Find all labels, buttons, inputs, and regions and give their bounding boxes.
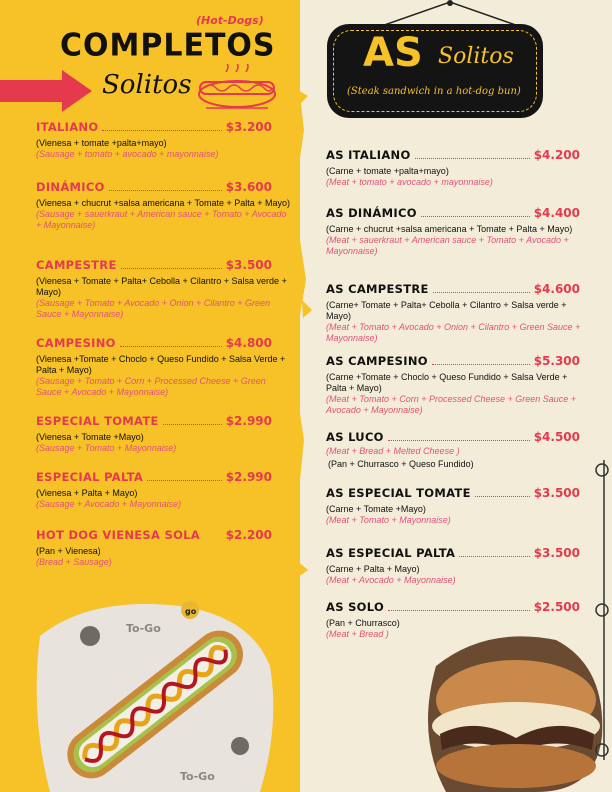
item-name: AS LUCO bbox=[326, 430, 384, 444]
item-description: (Carne+ Tomate + Palta+ Cebolla + Cilantro + Salsa verde + Mayo) bbox=[326, 300, 567, 321]
item-description: (Vienesa + chucrut +salsa americana + Tomate + Palta + Mayo) bbox=[36, 198, 291, 208]
dot-leader bbox=[163, 424, 222, 425]
item-price: $4.500 bbox=[533, 430, 580, 444]
menu-item bbox=[326, 430, 584, 470]
item-name: AS DINÁMICO bbox=[326, 206, 417, 220]
item-description: (Vienesa + tomate +palta+mayo) bbox=[36, 138, 167, 148]
item-description: (Vienesa + Tomate + Palta+ Cebolla + Cilantro + Salsa verde + Mayo) bbox=[36, 276, 287, 297]
item-translation: (Meat + Tomato + Mayonnaise) bbox=[326, 515, 451, 525]
hotdog-icon bbox=[196, 64, 278, 114]
menu-item bbox=[326, 486, 584, 526]
item-translation: (Meat + Avocado + Mayonnaise) bbox=[326, 575, 456, 585]
item-translation: (Sausage + sauerkraut + American sauce + Tomato + Avocado + Mayonnaise) bbox=[36, 209, 287, 230]
item-name: AS ESPECIAL PALTA bbox=[326, 546, 456, 560]
item-description: (Vienesa +Tomate + Choclo + Queso Fundido + Salsa Verde + Palta + Mayo) bbox=[36, 354, 286, 375]
item-translation: (Sausage + Tomato + Corn + Processed Cheese + Green Sauce + Avocado + Mayonnaise) bbox=[36, 376, 266, 397]
sandwich-photo bbox=[416, 626, 606, 792]
hotdog-photo bbox=[30, 596, 280, 792]
menu-item bbox=[36, 258, 292, 320]
dot-leader bbox=[102, 130, 221, 131]
item-description: (Carne + Palta + Mayo) bbox=[326, 564, 420, 574]
item-translation: (Sausage + tomato + avocado + mayonnaise) bbox=[36, 149, 219, 159]
item-translation: (Meat + Tomato + Corn + Processed Cheese + Green Sauce + Avocado + Mayonnaise) bbox=[326, 394, 577, 415]
as-subtitle: (Steak sandwich in a hot-dog bun) bbox=[347, 86, 521, 97]
ornament-border bbox=[594, 460, 612, 760]
solitos-script-left: Solitos bbox=[102, 70, 192, 100]
dot-leader bbox=[433, 292, 530, 293]
dot-leader bbox=[388, 610, 530, 611]
item-name: AS ITALIANO bbox=[326, 148, 411, 162]
menu-item bbox=[36, 180, 292, 231]
item-price: $2.500 bbox=[533, 600, 580, 614]
dot-leader bbox=[388, 440, 530, 441]
menu-item bbox=[36, 528, 292, 568]
item-price: $4.800 bbox=[225, 336, 272, 350]
item-price: $3.200 bbox=[225, 120, 272, 134]
item-translation: (Sausage + Avocado + Mayonnaise) bbox=[36, 499, 182, 509]
item-price: $5.300 bbox=[533, 354, 580, 368]
item-price: $3.600 bbox=[225, 180, 272, 194]
menu-item bbox=[326, 282, 584, 344]
dot-leader bbox=[147, 480, 222, 481]
item-translation: (Sausage + Tomato + Mayonnaise) bbox=[36, 443, 177, 453]
item-price: $3.500 bbox=[225, 258, 272, 272]
item-translation: (Meat + sauerkraut + American sauce + Tomato + Avocado + Mayonnaise) bbox=[326, 235, 569, 256]
item-price: $4.200 bbox=[533, 148, 580, 162]
menu-item bbox=[326, 206, 584, 257]
item-description: (Pan + Vienesa) bbox=[36, 546, 101, 556]
item-price: $2.200 bbox=[225, 528, 272, 542]
item-translation: (Sausage + Tomato + Avocado + Onion + Cilantro + Green Sauce + Mayonnaise) bbox=[36, 298, 271, 319]
item-name: AS ESPECIAL TOMATE bbox=[326, 486, 471, 500]
item-description: (Pan + Churrasco) bbox=[326, 618, 400, 628]
completos-title: COMPLETOS bbox=[60, 27, 276, 64]
menu-item bbox=[36, 120, 292, 160]
dot-leader bbox=[432, 364, 530, 365]
dot-leader bbox=[415, 158, 530, 159]
item-price: $3.500 bbox=[533, 486, 580, 500]
item-translation: (Meat + tomato + avocado + mayonnaise) bbox=[326, 177, 493, 187]
dot-leader bbox=[120, 346, 222, 347]
item-price: $2.990 bbox=[225, 470, 272, 484]
dot-leader bbox=[421, 216, 530, 217]
item-name: ESPECIAL PALTA bbox=[36, 470, 144, 484]
item-description: (Carne + Tomate +Mayo) bbox=[326, 504, 426, 514]
item-description: (Carne + chucrut +salsa americana + Tomate + Palta + Mayo) bbox=[326, 224, 573, 234]
item-name: AS CAMPESTRE bbox=[326, 282, 429, 296]
item-name: AS SOLO bbox=[326, 600, 385, 614]
dot-leader bbox=[121, 268, 222, 269]
menu-item bbox=[36, 470, 292, 510]
item-translation: (Meat + Bread ) bbox=[326, 629, 389, 639]
item-translation: (Meat + Bread + Melted Cheese ) bbox=[326, 446, 460, 456]
item-description: (Carne +Tomate + Choclo + Queso Fundido + Salsa Verde + Palta + Mayo) bbox=[326, 372, 568, 393]
item-name: HOT DOG VIENESA SOLA bbox=[36, 528, 201, 542]
item-price: $4.600 bbox=[533, 282, 580, 296]
item-name: ITALIANO bbox=[36, 120, 99, 134]
menu-item bbox=[326, 546, 584, 586]
item-price: $3.500 bbox=[533, 546, 580, 560]
item-name: AS CAMPESINO bbox=[326, 354, 428, 368]
wrapper-text: To-Go bbox=[126, 622, 161, 635]
item-price: $4.400 bbox=[533, 206, 580, 220]
as-solitos-sign bbox=[327, 24, 543, 118]
wrapper-text: To-Go bbox=[180, 770, 215, 783]
menu-item bbox=[326, 148, 584, 188]
menu-item bbox=[36, 414, 292, 454]
dot-leader bbox=[459, 556, 529, 557]
dot-leader bbox=[475, 496, 530, 497]
solitos-script-right: Solitos bbox=[438, 44, 514, 69]
menu-item bbox=[36, 336, 292, 398]
dot-leader bbox=[109, 190, 222, 191]
hot-dogs-tag: (Hot-Dogs) bbox=[196, 14, 264, 27]
item-name: DINÁMICO bbox=[36, 180, 105, 194]
item-name: CAMPESTRE bbox=[36, 258, 117, 272]
item-price: $2.990 bbox=[225, 414, 272, 428]
menu-item bbox=[326, 354, 584, 416]
item-name: ESPECIAL TOMATE bbox=[36, 414, 159, 428]
item-translation: (Meat + Tomato + Avocado + Onion + Cilantro + Green Sauce + Mayonnaise) bbox=[326, 322, 581, 343]
item-description: (Vienesa + Palta + Mayo) bbox=[36, 488, 138, 498]
item-name: CAMPESINO bbox=[36, 336, 116, 350]
item-translation: (Bread + Sausage) bbox=[36, 557, 112, 567]
as-title: AS bbox=[363, 30, 423, 76]
logo-text: go bbox=[185, 607, 197, 616]
item-description: (Carne + tomate +palta+mayo) bbox=[326, 166, 449, 176]
item-description: (Pan + Churrasco + Queso Fundido) bbox=[328, 459, 474, 469]
item-description: (Vienesa + Tomate +Mayo) bbox=[36, 432, 144, 442]
arrow-icon bbox=[0, 70, 92, 112]
